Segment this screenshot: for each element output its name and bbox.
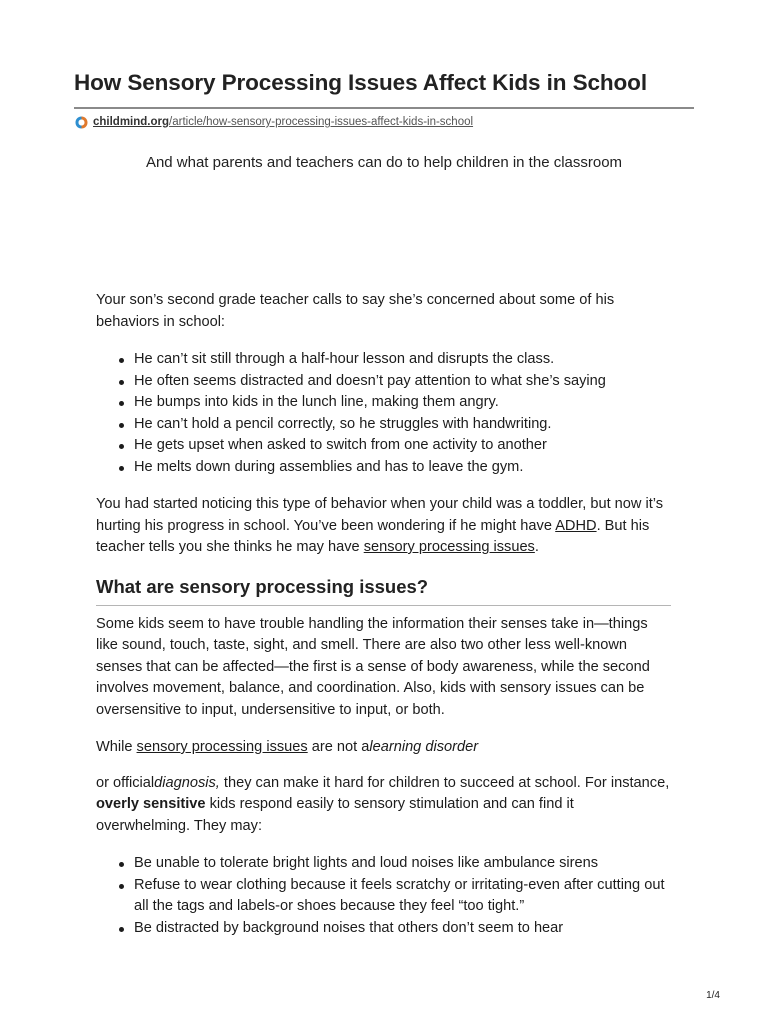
page-title: How Sensory Processing Issues Affect Kids in School xyxy=(74,70,647,95)
paragraph-text: You had started noticing this type of behavior when your child was a toddler, but now it’s hurting his progress in school. You’ve been wondering if he might have xyxy=(96,496,664,534)
paragraph-text: While xyxy=(96,739,137,755)
sensory-processing-issues-link[interactable]: sensory processing issues xyxy=(363,539,535,555)
source-path-link[interactable]: /article/how-sensory-processing-issues-affect-kids-in-school xyxy=(169,116,474,128)
sensitive-behaviors-list xyxy=(96,853,671,939)
section-heading: What are sensory processing issues? xyxy=(96,575,671,606)
learning-disorder-term: learning disorder xyxy=(369,739,479,755)
list-item: Refuse to wear clothing because it feels scratchy or irritating-even after cutting out all the tags and labels-or shoes because they feel “too tight.” xyxy=(134,875,671,918)
source-line xyxy=(74,113,473,131)
list-item: Be unable to tolerate bright lights and loud noises like ambulance sirens xyxy=(134,853,671,875)
paragraph-text: are not a xyxy=(307,739,370,755)
paragraph-text: they can make it hard for children to succeed at school. For instance, xyxy=(219,774,670,791)
paragraph-text: kids respond easily to sensory stimulation and can find it overwhelming. They may: xyxy=(96,796,574,834)
senses-paragraph: Some kids seem to have trouble handling the information their senses take in—things like sound, touch, taste, sight, and smell. There are also two other less well-known senses that can be affected—the first is a sense of body awareness, while the second involves movement, balance, and coordination. Also, kids with sensory issues can be oversensitive to input, undersensitive to input, or both. xyxy=(96,615,650,718)
article-subtitle: And what parents and teachers can do to help children in the classroom xyxy=(145,154,623,171)
title-divider xyxy=(74,107,694,109)
behaviors-list xyxy=(96,349,671,478)
list-item: Be distracted by background noises that others don’t seem to hear xyxy=(134,918,671,940)
article-body xyxy=(96,290,671,955)
intro-paragraph: Your son’s second grade teacher calls to say she’s concerned about some of his behaviors in school: xyxy=(96,292,615,330)
paragraph-text: . xyxy=(534,539,539,555)
learning-disorder-paragraph xyxy=(96,737,671,759)
list-item: He often seems distracted and doesn’t pay attention to what she’s saying xyxy=(134,371,671,393)
list-item: He can’t sit still through a half-hour lesson and disrupts the class. xyxy=(134,349,671,371)
diagnosis-term: diagnosis, xyxy=(154,774,220,791)
list-item: He bumps into kids in the lunch line, making them angry. xyxy=(134,392,671,414)
page-number: 1/4 xyxy=(706,990,720,1001)
source-domain-link[interactable]: childmind.org xyxy=(93,116,170,128)
adhd-link[interactable]: ADHD xyxy=(555,517,597,534)
paragraph-text: or official xyxy=(96,774,155,791)
list-item: He melts down during assemblies and has to leave the gym. xyxy=(134,457,671,479)
list-item: He can’t hold a pencil correctly, so he struggles with handwriting. xyxy=(134,414,671,436)
childmind-logo-icon xyxy=(74,115,89,130)
sensory-processing-issues-link[interactable]: sensory processing issues xyxy=(136,739,308,755)
overly-sensitive-paragraph xyxy=(96,773,671,838)
paragraph-text: . But his teacher tells you she thinks he may have xyxy=(96,517,650,555)
toddler-paragraph xyxy=(96,494,671,559)
overly-sensitive-term: overly sensitive xyxy=(96,796,206,812)
list-item: He gets upset when asked to switch from one activity to another xyxy=(134,435,671,457)
